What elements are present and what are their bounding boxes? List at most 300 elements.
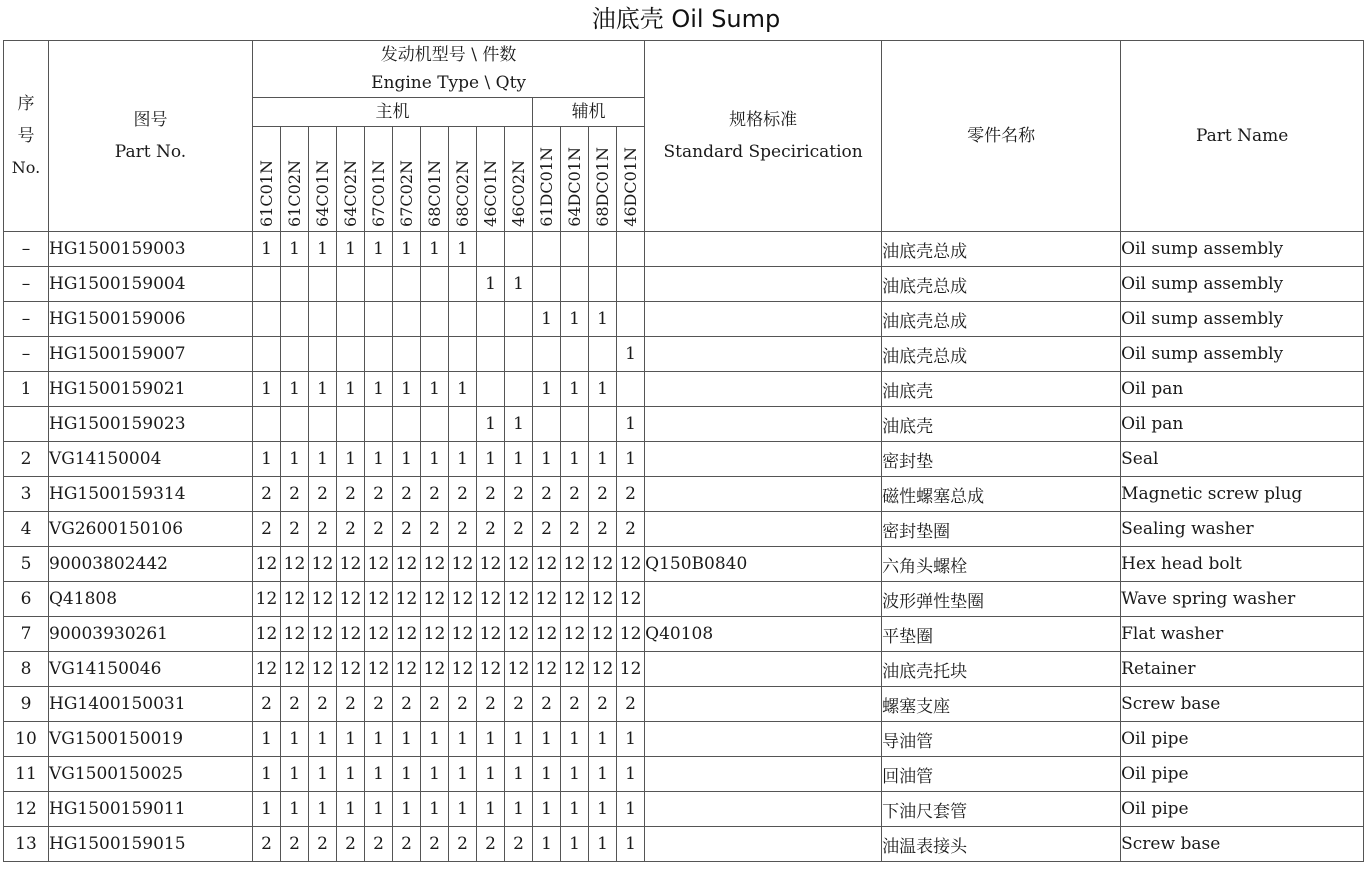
engine-type-header-en: Engine Type \ Qty (371, 73, 527, 93)
row-qty-cell (533, 337, 561, 372)
row-qty-cell: 2 (365, 512, 393, 547)
row-name-cn: 密封垫 (882, 442, 1121, 477)
engine-type-label: 61C02N (285, 160, 304, 227)
row-qty-cell: 12 (505, 652, 533, 687)
row-qty-cell: 12 (421, 617, 449, 652)
row-qty-cell: 12 (617, 547, 645, 582)
row-name-en: Hex head bolt (1121, 547, 1364, 582)
row-qty-cell: 12 (421, 582, 449, 617)
row-seq-no: 6 (4, 582, 49, 617)
row-qty-cell: 1 (281, 757, 309, 792)
row-spec (645, 302, 882, 337)
row-qty-cell: 1 (561, 442, 589, 477)
row-qty-cell (253, 302, 281, 337)
row-qty-cell: 12 (281, 547, 309, 582)
row-qty-cell: 12 (477, 617, 505, 652)
row-qty-cell: 1 (393, 722, 421, 757)
row-qty-cell: 1 (337, 442, 365, 477)
seq-header-en: No. (11, 158, 41, 177)
row-qty-cell: 12 (309, 652, 337, 687)
row-qty-cell: 12 (449, 547, 477, 582)
row-qty-cell (253, 337, 281, 372)
row-qty-cell (561, 267, 589, 302)
row-spec (645, 582, 882, 617)
row-qty-cell (393, 337, 421, 372)
row-part-no: VG1500150025 (49, 757, 253, 792)
row-name-en: Oil sump assembly (1121, 337, 1364, 372)
row-qty-cell: 2 (393, 827, 421, 862)
row-qty-cell: 12 (253, 582, 281, 617)
row-qty-cell: 12 (393, 582, 421, 617)
row-seq-no: 11 (4, 757, 49, 792)
engine-type-col-header (281, 127, 309, 232)
row-qty-cell: 2 (309, 512, 337, 547)
parts-table-body (4, 232, 1364, 862)
row-qty-cell: 1 (449, 792, 477, 827)
row-qty-cell (477, 302, 505, 337)
row-qty-cell: 2 (533, 687, 561, 722)
row-qty-cell: 12 (393, 617, 421, 652)
row-qty-cell: 1 (365, 232, 393, 267)
row-part-no: HG1500159006 (49, 302, 253, 337)
name-cn-header: 零件名称 (882, 41, 1121, 232)
row-qty-cell: 12 (309, 547, 337, 582)
row-qty-cell: 1 (281, 232, 309, 267)
row-qty-cell: 1 (449, 442, 477, 477)
table-row (4, 617, 1364, 652)
row-name-cn: 油底壳总成 (882, 302, 1121, 337)
spec-header-en: Standard Specirication (663, 142, 863, 162)
row-qty-cell (281, 337, 309, 372)
row-qty-cell: 2 (477, 827, 505, 862)
row-name-en: Oil sump assembly (1121, 267, 1364, 302)
row-qty-cell (421, 302, 449, 337)
row-qty-cell: 1 (505, 442, 533, 477)
row-qty-cell (365, 337, 393, 372)
row-qty-cell: 1 (561, 302, 589, 337)
seq-header-cn2: 号 (17, 126, 35, 146)
engine-type-col-header (309, 127, 337, 232)
row-name-en: Flat washer (1121, 617, 1364, 652)
row-qty-cell: 1 (533, 792, 561, 827)
row-qty-cell: 12 (365, 582, 393, 617)
row-qty-cell (337, 407, 365, 442)
table-row (4, 372, 1364, 407)
row-seq-no: – (4, 232, 49, 267)
row-qty-cell: 2 (281, 687, 309, 722)
engine-type-col-header (449, 127, 477, 232)
row-qty-cell (365, 302, 393, 337)
row-qty-cell: 1 (561, 722, 589, 757)
row-qty-cell: 1 (309, 372, 337, 407)
row-part-no: HG1500159023 (49, 407, 253, 442)
engine-type-header (253, 41, 645, 98)
row-spec (645, 687, 882, 722)
row-qty-cell: 12 (561, 582, 589, 617)
row-part-no: HG1500159015 (49, 827, 253, 862)
row-qty-cell: 12 (617, 582, 645, 617)
engine-type-label: 46C01N (481, 160, 500, 227)
row-qty-cell: 2 (505, 477, 533, 512)
row-qty-cell: 1 (617, 722, 645, 757)
row-qty-cell (505, 337, 533, 372)
row-qty-cell: 1 (337, 372, 365, 407)
row-spec: Q150B0840 (645, 547, 882, 582)
spec-header (645, 41, 882, 232)
row-qty-cell: 2 (449, 687, 477, 722)
row-seq-no: 7 (4, 617, 49, 652)
row-qty-cell: 1 (253, 372, 281, 407)
row-qty-cell: 2 (337, 512, 365, 547)
row-qty-cell: 1 (589, 302, 617, 337)
table-row (4, 302, 1364, 337)
row-qty-cell (617, 372, 645, 407)
row-qty-cell (393, 302, 421, 337)
engine-type-col-header (421, 127, 449, 232)
row-qty-cell: 2 (561, 512, 589, 547)
engine-type-col-header (253, 127, 281, 232)
row-qty-cell: 1 (421, 792, 449, 827)
row-qty-cell: 12 (561, 652, 589, 687)
row-qty-cell: 1 (477, 757, 505, 792)
row-part-no: HG1400150031 (49, 687, 253, 722)
engine-type-label: 64C02N (341, 160, 360, 227)
row-qty-cell (309, 267, 337, 302)
row-qty-cell: 12 (365, 617, 393, 652)
row-name-cn: 磁性螺塞总成 (882, 477, 1121, 512)
row-name-cn: 油温表接头 (882, 827, 1121, 862)
row-qty-cell: 12 (589, 547, 617, 582)
row-qty-cell: 1 (337, 792, 365, 827)
row-qty-cell: 1 (253, 792, 281, 827)
row-qty-cell: 2 (337, 687, 365, 722)
row-qty-cell: 2 (477, 512, 505, 547)
row-name-cn: 螺塞支座 (882, 687, 1121, 722)
table-row (4, 407, 1364, 442)
engine-type-label: 68C01N (425, 160, 444, 227)
row-name-cn: 油底壳 (882, 407, 1121, 442)
row-part-no: HG1500159021 (49, 372, 253, 407)
row-qty-cell: 2 (393, 687, 421, 722)
row-qty-cell: 12 (505, 617, 533, 652)
row-qty-cell (477, 232, 505, 267)
row-seq-no: 4 (4, 512, 49, 547)
table-row (4, 827, 1364, 862)
row-qty-cell (337, 337, 365, 372)
row-qty-cell: 2 (253, 512, 281, 547)
row-qty-cell: 1 (505, 792, 533, 827)
row-spec (645, 442, 882, 477)
row-qty-cell (589, 267, 617, 302)
row-qty-cell: 12 (281, 617, 309, 652)
row-qty-cell (281, 302, 309, 337)
parts-table (3, 40, 1364, 862)
seq-header (4, 41, 49, 232)
table-row (4, 652, 1364, 687)
row-qty-cell: 12 (421, 547, 449, 582)
row-qty-cell: 1 (281, 792, 309, 827)
row-qty-cell (365, 267, 393, 302)
engine-type-label: 68C02N (453, 160, 472, 227)
row-seq-no: – (4, 302, 49, 337)
row-qty-cell: 1 (337, 232, 365, 267)
row-qty-cell: 1 (589, 722, 617, 757)
row-qty-cell: 1 (309, 722, 337, 757)
row-qty-cell: 1 (393, 757, 421, 792)
row-spec (645, 372, 882, 407)
table-row (4, 512, 1364, 547)
row-qty-cell: 12 (309, 617, 337, 652)
row-qty-cell: 1 (533, 827, 561, 862)
row-qty-cell: 2 (617, 477, 645, 512)
row-qty-cell (617, 232, 645, 267)
row-part-no: VG1500150019 (49, 722, 253, 757)
row-qty-cell: 1 (589, 442, 617, 477)
row-part-no: Q41808 (49, 582, 253, 617)
table-row (4, 687, 1364, 722)
row-qty-cell: 1 (617, 337, 645, 372)
row-qty-cell: 1 (561, 757, 589, 792)
table-row (4, 722, 1364, 757)
engine-type-label: 64DC01N (565, 147, 584, 227)
row-qty-cell: 1 (617, 792, 645, 827)
row-qty-cell (561, 337, 589, 372)
row-part-no: HG1500159004 (49, 267, 253, 302)
row-qty-cell: 1 (421, 442, 449, 477)
row-name-cn: 回油管 (882, 757, 1121, 792)
row-qty-cell: 1 (365, 372, 393, 407)
row-qty-cell (589, 407, 617, 442)
row-seq-no: 12 (4, 792, 49, 827)
row-qty-cell: 1 (337, 722, 365, 757)
row-spec (645, 232, 882, 267)
row-qty-cell: 1 (505, 722, 533, 757)
row-qty-cell: 1 (421, 722, 449, 757)
row-qty-cell: 12 (617, 617, 645, 652)
row-qty-cell: 1 (617, 407, 645, 442)
row-part-no: HG1500159003 (49, 232, 253, 267)
row-qty-cell: 12 (253, 652, 281, 687)
engine-type-col-header (617, 127, 645, 232)
row-qty-cell: 1 (589, 372, 617, 407)
row-spec (645, 827, 882, 862)
engine-type-col-header (337, 127, 365, 232)
row-qty-cell: 1 (365, 757, 393, 792)
table-row (4, 232, 1364, 267)
row-qty-cell: 12 (393, 652, 421, 687)
row-qty-cell: 1 (505, 757, 533, 792)
row-qty-cell: 2 (253, 827, 281, 862)
row-qty-cell: 12 (337, 652, 365, 687)
row-qty-cell: 1 (449, 722, 477, 757)
row-qty-cell: 12 (589, 652, 617, 687)
row-qty-cell (421, 267, 449, 302)
row-qty-cell: 1 (393, 792, 421, 827)
row-qty-cell: 1 (533, 302, 561, 337)
row-qty-cell: 12 (365, 547, 393, 582)
row-qty-cell: 2 (533, 477, 561, 512)
table-row (4, 442, 1364, 477)
engine-type-label: 61DC01N (537, 147, 556, 227)
part-no-header (49, 41, 253, 232)
row-name-cn: 波形弹性垫圈 (882, 582, 1121, 617)
row-qty-cell: 12 (337, 582, 365, 617)
row-part-no: HG1500159007 (49, 337, 253, 372)
row-qty-cell: 1 (393, 232, 421, 267)
row-name-en: Seal (1121, 442, 1364, 477)
row-qty-cell: 1 (561, 792, 589, 827)
row-name-cn: 六角头螺栓 (882, 547, 1121, 582)
row-qty-cell: 2 (365, 477, 393, 512)
row-qty-cell (533, 407, 561, 442)
row-qty-cell: 1 (309, 792, 337, 827)
row-qty-cell: 2 (421, 512, 449, 547)
row-name-en: Retainer (1121, 652, 1364, 687)
row-qty-cell: 12 (337, 617, 365, 652)
row-spec (645, 477, 882, 512)
row-qty-cell: 1 (477, 267, 505, 302)
row-qty-cell (253, 267, 281, 302)
row-qty-cell: 1 (449, 232, 477, 267)
row-name-en: Screw base (1121, 687, 1364, 722)
row-qty-cell: 2 (533, 512, 561, 547)
row-qty-cell: 2 (589, 512, 617, 547)
row-qty-cell: 1 (617, 757, 645, 792)
row-qty-cell: 1 (533, 442, 561, 477)
row-qty-cell: 1 (365, 442, 393, 477)
engine-type-label: 46DC01N (621, 147, 641, 227)
row-qty-cell (393, 407, 421, 442)
row-name-cn: 油底壳 (882, 372, 1121, 407)
row-spec: Q40108 (645, 617, 882, 652)
row-spec (645, 757, 882, 792)
row-part-no: 90003802442 (49, 547, 253, 582)
row-name-cn: 油底壳总成 (882, 267, 1121, 302)
engine-type-header-cn: 发动机型号 \ 件数 (380, 45, 517, 65)
engine-type-col-header (505, 127, 533, 232)
row-qty-cell (477, 337, 505, 372)
row-qty-cell: 1 (505, 267, 533, 302)
row-qty-cell: 2 (337, 827, 365, 862)
engine-type-label: 61C01N (257, 160, 276, 227)
row-qty-cell (505, 232, 533, 267)
row-seq-no: – (4, 337, 49, 372)
name-en-header: Part Name (1121, 41, 1364, 232)
engine-type-label: 67C01N (369, 160, 388, 227)
row-name-cn: 平垫圈 (882, 617, 1121, 652)
row-qty-cell: 2 (449, 477, 477, 512)
row-qty-cell: 12 (281, 582, 309, 617)
row-seq-no: 13 (4, 827, 49, 862)
engine-type-label: 68DC01N (593, 147, 612, 227)
row-qty-cell (449, 267, 477, 302)
row-part-no: VG2600150106 (49, 512, 253, 547)
row-qty-cell: 1 (561, 827, 589, 862)
row-name-en: Oil pan (1121, 407, 1364, 442)
row-qty-cell: 12 (449, 652, 477, 687)
row-qty-cell: 1 (617, 442, 645, 477)
row-qty-cell: 1 (477, 442, 505, 477)
row-qty-cell (309, 302, 337, 337)
row-qty-cell: 2 (337, 477, 365, 512)
row-name-en: Oil sump assembly (1121, 302, 1364, 337)
main-engine-header: 主机 (253, 98, 533, 127)
row-qty-cell: 1 (533, 757, 561, 792)
row-qty-cell: 12 (421, 652, 449, 687)
row-qty-cell: 12 (477, 582, 505, 617)
row-qty-cell: 1 (281, 722, 309, 757)
row-qty-cell: 2 (253, 477, 281, 512)
row-spec (645, 722, 882, 757)
row-spec (645, 792, 882, 827)
row-name-en: Oil sump assembly (1121, 232, 1364, 267)
row-seq-no: – (4, 267, 49, 302)
row-qty-cell: 2 (617, 687, 645, 722)
engine-type-col-header (365, 127, 393, 232)
row-spec (645, 512, 882, 547)
row-qty-cell (533, 232, 561, 267)
row-name-en: Oil pipe (1121, 757, 1364, 792)
row-seq-no: 9 (4, 687, 49, 722)
row-qty-cell (505, 372, 533, 407)
row-seq-no: 2 (4, 442, 49, 477)
row-qty-cell (561, 232, 589, 267)
row-qty-cell: 12 (365, 652, 393, 687)
aux-engine-header: 辅机 (533, 98, 645, 127)
row-seq-no: 8 (4, 652, 49, 687)
engine-type-label: 67C02N (397, 160, 416, 227)
row-name-en: Magnetic screw plug (1121, 477, 1364, 512)
row-qty-cell: 12 (561, 617, 589, 652)
row-qty-cell: 1 (505, 407, 533, 442)
row-qty-cell: 2 (505, 827, 533, 862)
row-qty-cell: 2 (421, 827, 449, 862)
row-qty-cell: 2 (421, 687, 449, 722)
row-name-cn: 油底壳总成 (882, 337, 1121, 372)
row-qty-cell: 2 (617, 512, 645, 547)
row-qty-cell: 1 (533, 722, 561, 757)
row-qty-cell: 2 (449, 827, 477, 862)
engine-type-col-header (561, 127, 589, 232)
row-qty-cell: 1 (589, 792, 617, 827)
row-qty-cell: 12 (505, 582, 533, 617)
row-qty-cell (449, 302, 477, 337)
row-qty-cell: 1 (449, 757, 477, 792)
row-qty-cell: 2 (281, 477, 309, 512)
row-qty-cell (393, 267, 421, 302)
row-qty-cell (281, 407, 309, 442)
row-seq-no: 3 (4, 477, 49, 512)
row-qty-cell (617, 302, 645, 337)
table-row (4, 267, 1364, 302)
table-row (4, 547, 1364, 582)
row-qty-cell (421, 337, 449, 372)
header-row-1 (4, 41, 1364, 98)
row-name-cn: 下油尺套管 (882, 792, 1121, 827)
row-qty-cell: 2 (253, 687, 281, 722)
row-qty-cell (309, 407, 337, 442)
row-qty-cell (589, 337, 617, 372)
row-qty-cell: 2 (589, 477, 617, 512)
row-qty-cell: 1 (617, 827, 645, 862)
row-qty-cell: 1 (281, 372, 309, 407)
row-qty-cell: 12 (589, 582, 617, 617)
row-qty-cell: 12 (477, 547, 505, 582)
row-qty-cell (505, 302, 533, 337)
row-seq-no: 1 (4, 372, 49, 407)
row-qty-cell: 2 (309, 477, 337, 512)
row-qty-cell: 1 (309, 442, 337, 477)
